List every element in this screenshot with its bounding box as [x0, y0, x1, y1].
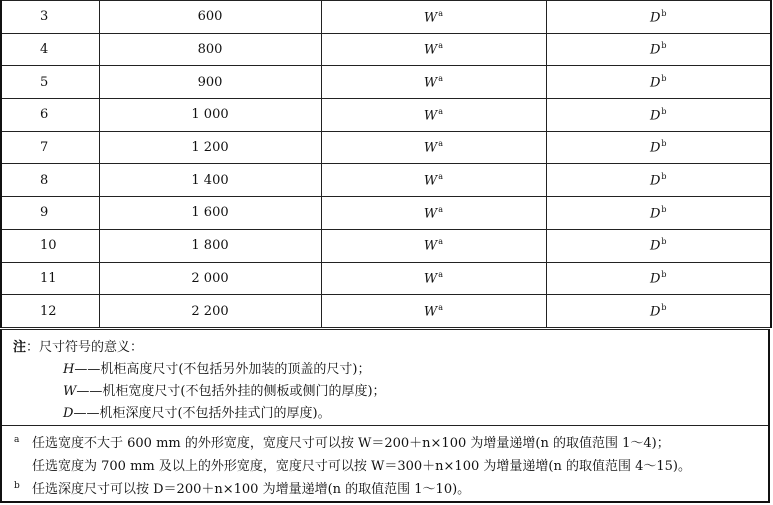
width-cell [321, 131, 546, 164]
height-value: 1 200 [99, 131, 321, 164]
height-value: 1 000 [99, 99, 321, 132]
footnote-a-mark: a [14, 435, 20, 445]
width-footnote-mark: a [438, 172, 444, 182]
footnote-a-text-1: 任选宽度不大于 600 mm 的外形宽度，宽度尺寸可以按 W＝200＋n×100 为增量递增(n 的取值范围 1～4)； [32, 436, 670, 451]
row-number: 9 [1, 197, 99, 230]
depth-footnote-mark: b [661, 270, 667, 280]
depth-cell [546, 1, 771, 34]
notes-section [0, 329, 770, 503]
height-value: 600 [99, 1, 321, 34]
depth-cell [546, 229, 771, 262]
width-cell [321, 229, 546, 262]
row-number: 12 [1, 295, 99, 328]
depth-cell [546, 295, 771, 328]
depth-footnote-mark: b [661, 237, 667, 247]
footnote-b-line-1 [14, 478, 768, 501]
width-symbol: W [423, 206, 438, 222]
width-symbol: W [423, 140, 438, 156]
depth-footnote-mark: b [661, 106, 667, 116]
width-cell [321, 1, 546, 34]
depth-symbol: D [649, 238, 661, 254]
depth-footnote-mark: b [661, 74, 667, 84]
width-cell [321, 164, 546, 197]
height-value: 1 600 [99, 197, 321, 230]
note-symbol: W [63, 384, 77, 399]
width-symbol: W [423, 304, 438, 320]
note-intro: ：尺寸符号的意义： [26, 340, 144, 355]
footnotes [2, 426, 768, 501]
width-cell [321, 262, 546, 295]
depth-symbol: D [649, 304, 661, 320]
footnote-a-line-2 [14, 455, 768, 478]
width-footnote-mark: a [438, 139, 444, 149]
row-number: 5 [1, 66, 99, 99]
depth-symbol: D [649, 140, 661, 156]
note-item-w [13, 381, 768, 403]
depth-cell [546, 66, 771, 99]
depth-footnote-mark: b [661, 302, 667, 312]
table-row [1, 131, 771, 164]
width-symbol: W [423, 238, 438, 254]
width-footnote-mark: a [438, 41, 444, 51]
note-text: ——机柜高度尺寸(不包括另外加装的顶盖的尺寸)； [74, 362, 371, 377]
row-number: 11 [1, 262, 99, 295]
table-row [1, 99, 771, 132]
height-value: 1 400 [99, 164, 321, 197]
width-cell [321, 66, 546, 99]
depth-footnote-mark: b [661, 172, 667, 182]
table-row [1, 66, 771, 99]
height-value: 2 200 [99, 295, 321, 328]
note-item-h [13, 359, 768, 381]
depth-symbol: D [649, 271, 661, 287]
depth-symbol: D [649, 42, 661, 58]
table-row [1, 229, 771, 262]
depth-footnote-mark: b [661, 8, 667, 18]
footnote-a-line-1 [14, 432, 768, 455]
width-footnote-mark: a [438, 302, 444, 312]
depth-footnote-mark: b [661, 139, 667, 149]
row-number: 7 [1, 131, 99, 164]
width-footnote-mark: a [438, 106, 444, 116]
table-body [1, 1, 771, 328]
note-heading [13, 337, 768, 359]
width-cell [321, 197, 546, 230]
depth-footnote-mark: b [661, 41, 667, 51]
width-footnote-mark: a [438, 8, 444, 18]
footnote-b-mark: b [14, 481, 20, 491]
note-item-d [13, 403, 768, 425]
width-symbol: W [423, 108, 438, 124]
depth-cell [546, 99, 771, 132]
note-label: 注 [13, 340, 27, 355]
depth-cell [546, 262, 771, 295]
footnote-a-text-2: 任选宽度为 700 mm 及以上的外形宽度，宽度尺寸可以按 W＝300＋n×100 为增量递增(n 的取值范围 4～15)。 [32, 459, 691, 474]
width-symbol: W [423, 173, 438, 189]
width-footnote-mark: a [438, 204, 444, 214]
note-text: ——机柜深度尺寸(不包括外挂式门的厚度)。 [73, 406, 331, 421]
table-row [1, 197, 771, 230]
row-number: 3 [1, 1, 99, 34]
row-number: 6 [1, 99, 99, 132]
row-number: 10 [1, 229, 99, 262]
width-symbol: W [423, 75, 438, 91]
note-symbol: D [63, 406, 74, 421]
depth-symbol: D [649, 206, 661, 222]
depth-symbol: D [649, 173, 661, 189]
width-symbol: W [423, 10, 438, 25]
width-symbol: W [423, 42, 438, 58]
note-symbol: H [63, 362, 75, 377]
row-number: 8 [1, 164, 99, 197]
depth-cell [546, 131, 771, 164]
width-footnote-mark: a [438, 270, 444, 280]
depth-cell [546, 33, 771, 66]
height-value: 900 [99, 66, 321, 99]
width-footnote-mark: a [438, 74, 444, 84]
depth-symbol: D [649, 108, 661, 124]
depth-cell [546, 164, 771, 197]
table-row [1, 33, 771, 66]
width-cell [321, 295, 546, 328]
symbol-note [2, 330, 768, 426]
width-footnote-mark: a [438, 237, 444, 247]
depth-footnote-mark: b [661, 204, 667, 214]
table-row [1, 295, 771, 328]
depth-symbol: D [649, 75, 661, 91]
height-value: 2 000 [99, 262, 321, 295]
table-row [1, 164, 771, 197]
width-cell [321, 33, 546, 66]
width-cell [321, 99, 546, 132]
note-text: ——机柜宽度尺寸(不包括外挂的侧板或侧门的厚度)； [76, 384, 386, 399]
table-row [1, 262, 771, 295]
height-value: 1 800 [99, 229, 321, 262]
footnote-b-text-1: 任选深度尺寸可以按 D＝200＋n×100 为增量递增(n 的取值范围 1～10)。 [32, 482, 471, 497]
table-row [1, 1, 771, 34]
width-symbol: W [423, 271, 438, 287]
height-value: 800 [99, 33, 321, 66]
depth-symbol: D [649, 10, 661, 25]
depth-cell [546, 197, 771, 230]
row-number: 4 [1, 33, 99, 66]
